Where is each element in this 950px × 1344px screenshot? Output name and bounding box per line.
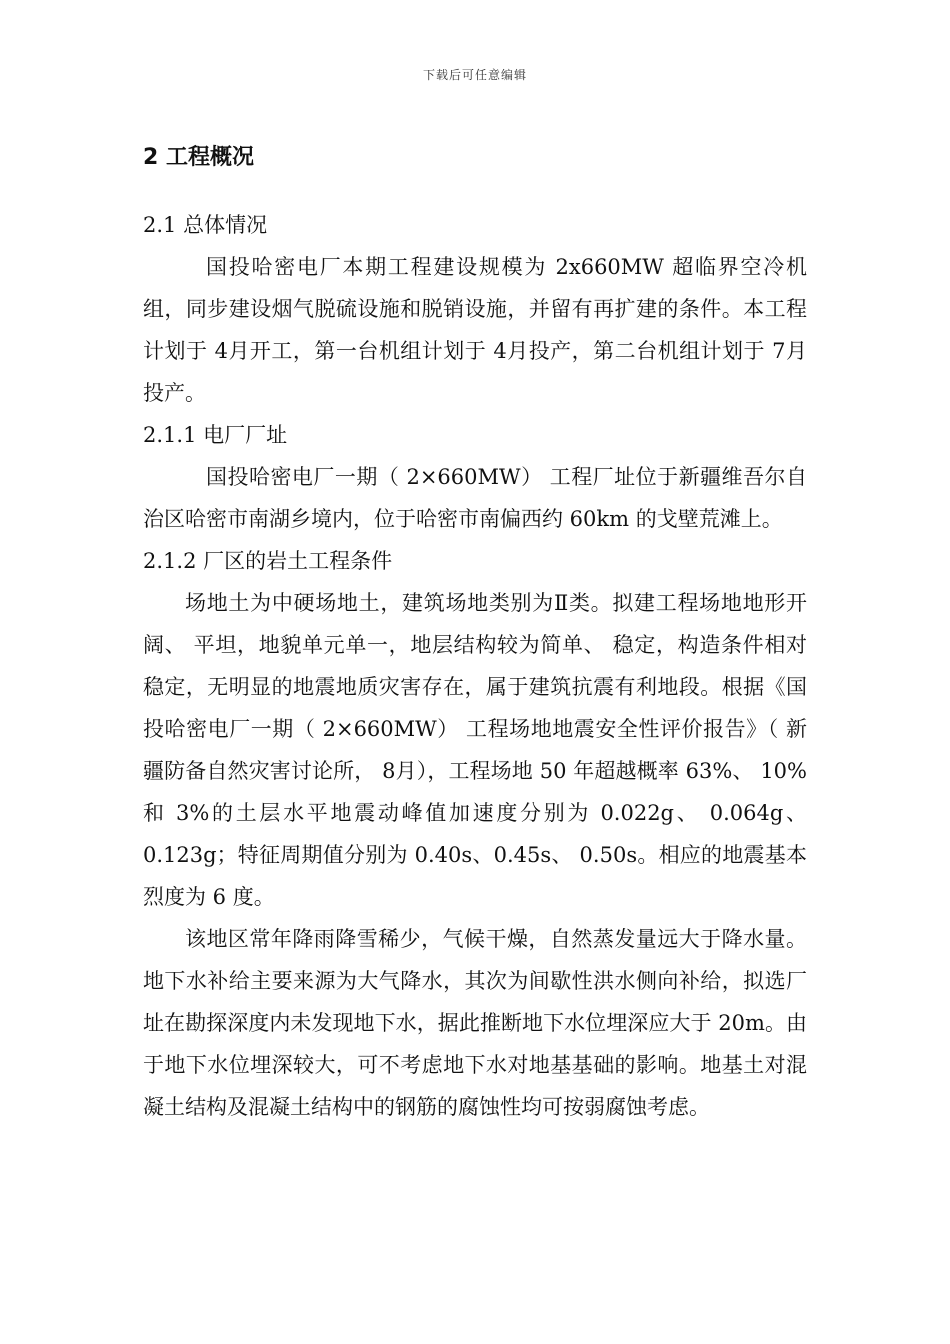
paragraph-plant-site: 国投哈密电厂一期（ 2×660MW） 工程厂址位于新疆维吾尔自治区哈密市南湖乡境内，位于哈密市南偏西约 60km 的戈壁荒滩上。 bbox=[143, 465, 807, 531]
paragraph-geotechnical-2: 该地区常年降雨降雪稀少，气候干燥，自然蒸发量远大于降水量。地下水补给主要来源为大气降水，其次为间歇性洪水侧向补给，拟选厂址在勘探深度内未发现地下水，据此推断地下水位埋深应大于 20m。由于地下水位埋深较大，可不考虑地下水对地基基础的影响。地基土对混凝土结构及混凝土结构中的钢筋的腐蚀性均可按弱腐蚀考虑。 bbox=[143, 927, 807, 1119]
paragraph-overview: 国投哈密电厂本期工程建设规模为 2x660MW 超临界空冷机组，同步建设烟气脱硫设施和脱销设施，并留有再扩建的条件。本工程计划于 4月开工，第一台机组计划于 4月投产，第二台机组计划于 7月投产。 bbox=[143, 255, 807, 405]
section-heading-2-1-2: 2.1.2 厂区的岩土工程条件 bbox=[143, 549, 393, 573]
page-header-note: 下载后可任意编辑 bbox=[422, 68, 527, 82]
section-heading-2-1: 2.1 总体情况 bbox=[143, 213, 268, 237]
section-heading-2-1-1: 2.1.1 电厂厂址 bbox=[143, 423, 288, 447]
document-body bbox=[143, 140, 807, 1128]
paragraph-geotechnical-1: 场地土为中硬场地土，建筑场地类别为Ⅱ类。拟建工程场地地形开阔、 平坦，地貌单元单一，地层结构较为简单、 稳定，构造条件相对稳定，无明显的地震地质灾害存在，属于建筑抗震有利地段。根据《国投哈密电厂一期（ 2×660MW） 工程场地地震安全性评价报告》（ 新疆防备自然灾害讨论所， 8月），工程场地 50 年超越概率 63%、 10%和 3%的土层水平地震动峰值加速度分别为 0.022g、 0.064g、 0.123g；特征周期值分别为 0.40s、0.45s、 0.50s。相应的地震基本烈度为 6 度。 bbox=[143, 591, 807, 909]
chapter-title: 2 工程概况 bbox=[143, 145, 254, 170]
